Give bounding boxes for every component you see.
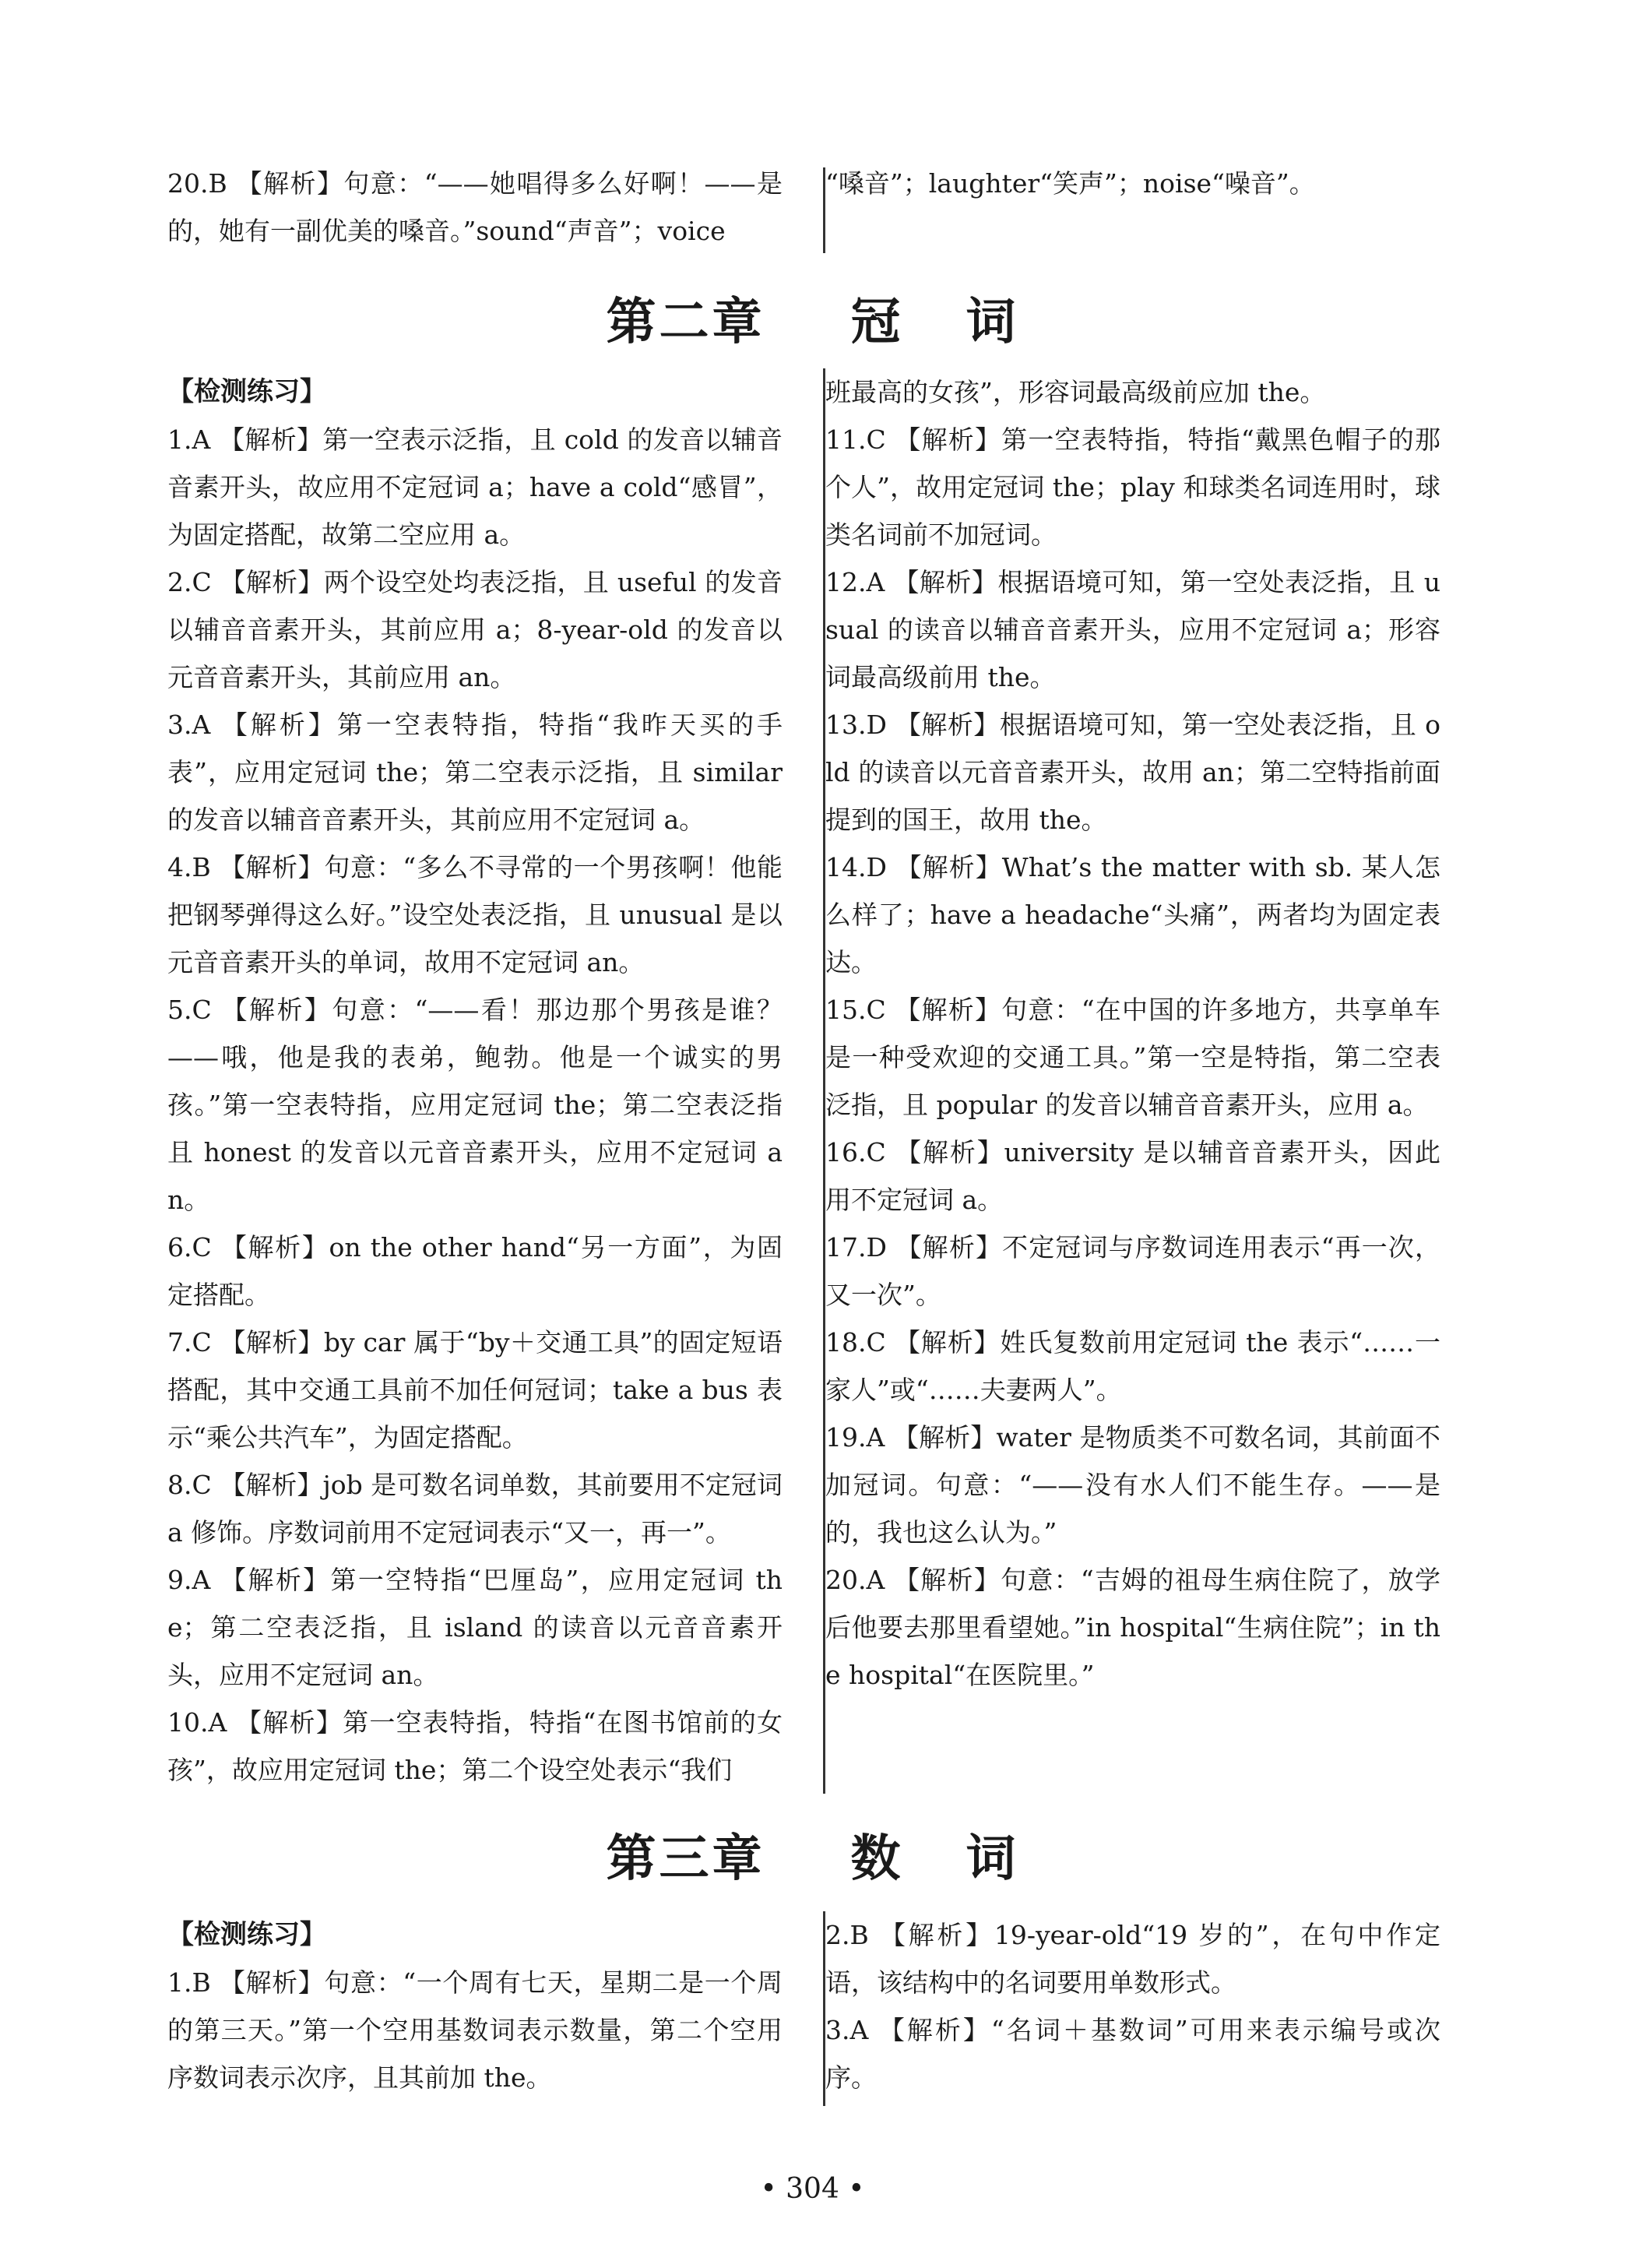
answer-item: 10.A 【解析】第一空表特指，特指“在图书馆前的女孩”，故应用定冠词 the；第二个设空处表示“我们 xyxy=(167,1707,783,1785)
answer-item: 15.C 【解析】句意：“在中国的许多地方，共享单车是一种受欢迎的交通工具。”第一空是特指，第二空表泛指，且 popular 的发音以辅音音素开头，应用 a。 xyxy=(825,995,1440,1120)
chapter-title-char: 词 xyxy=(966,1830,1019,1888)
chapter-3-body xyxy=(167,1911,1487,2114)
chapter-number: 第二章 xyxy=(606,293,765,351)
chapter-2-body xyxy=(167,368,1487,1801)
answer-item: 20.A 【解析】句意：“吉姆的祖母生病住院了，放学后他要去那里看望她。”in hospital“生病住院”；in the hospital“在医院里。” xyxy=(825,1565,1440,1690)
answer-item: “嗓音”；laughter“笑声”；noise“噪音”。 xyxy=(825,168,1315,199)
answer-item: 班最高的女孩”，形容词最高级前应加 the。 xyxy=(825,377,1326,407)
chapter-number: 第三章 xyxy=(606,1830,765,1888)
answer-item: 2.B 【解析】19-year-old“19 岁的”，在句中作定语，该结构中的名词要用单数形式。 xyxy=(825,1920,1440,1998)
answer-item: 19.A 【解析】water 是物质类不可数名词，其前面不加冠词。句意：“——没有水人们不能生存。——是的，我也这么认为。” xyxy=(825,1422,1440,1548)
chapter-heading xyxy=(0,1819,1625,1890)
answer-item: 3.A 【解析】“名词＋基数词”可用来表示编号或次序。 xyxy=(825,2015,1440,2093)
answer-item: 11.C 【解析】第一空表特指，特指“戴黑色帽子的那个人”，故用定冠词 the；play 和球类名词连用时，球类名词前不加冠词。 xyxy=(825,424,1440,550)
answer-item: 8.C 【解析】job 是可数名词单数，其前要用不定冠词 a 修饰。序数词前用不定冠词表示“又一，再一”。 xyxy=(167,1470,783,1548)
answer-item: 1.B 【解析】句意：“一个周有七天，星期二是一个周的第三天。”第一个空用基数词表示数量，第二个空用序数词表示次序，且其前加 the。 xyxy=(167,1967,783,2093)
answer-item: 7.C 【解析】by car 属于“by＋交通工具”的固定短语搭配，其中交通工具前不加任何冠词；take a bus 表示“乘公共汽车”，为固定搭配。 xyxy=(167,1327,783,1453)
answer-item: 17.D 【解析】不定冠词与序数词连用表示“再一次，又一次”。 xyxy=(825,1232,1440,1310)
answer-item: 1.A 【解析】第一空表示泛指，且 cold 的发音以辅音音素开头，故应用不定冠词 a；have a cold“感冒”，为固定搭配，故第二空应用 a。 xyxy=(167,424,783,550)
chapter-title-char: 词 xyxy=(966,293,1019,351)
chapter-2-right-column xyxy=(825,368,1440,1699)
section-subheading: 【检测练习】 xyxy=(167,376,326,407)
answer-item: 4.B 【解析】句意：“多么不寻常的一个男孩啊！他能把钢琴弹得这么好。”设空处表泛指，且 unusual 是以元音音素开头的单词，故用不定冠词 an。 xyxy=(167,852,783,977)
answer-item: 12.A 【解析】根据语境可知，第一空处表泛指，且 usual 的读音以辅音音素开头，应用不定冠词 a；形容词最高级前用 the。 xyxy=(825,567,1440,692)
chapter-3-right-column xyxy=(825,1911,1440,2101)
answer-item: 3.A 【解析】第一空表特指，特指“我昨天买的手表”，应用定冠词 the；第二空表示泛指，且 similar 的发音以辅音音素开头，其前应用不定冠词 a。 xyxy=(167,710,783,835)
answer-item: 2.C 【解析】两个设空处均表泛指，且 useful 的发音以辅音音素开头，其前应用 a；8-year-old 的发音以元音音素开头，其前应用 an。 xyxy=(167,567,783,692)
chapter-3-left-column xyxy=(167,1911,783,2101)
top-right-column xyxy=(825,160,1440,207)
answer-item: 14.D 【解析】What’s the matter with sb. 某人怎么样了；have a headache“头痛”，两者均为固定表达。 xyxy=(825,852,1440,977)
chapter-title-char: 冠 xyxy=(850,293,904,351)
answer-item: 6.C 【解析】on the other hand“另一方面”，为固定搭配。 xyxy=(167,1232,783,1310)
top-left-column xyxy=(167,160,783,255)
chapter-title-char: 数 xyxy=(850,1830,904,1888)
chapter-heading xyxy=(0,282,1625,354)
page-number: • 304 • xyxy=(760,2173,865,2205)
answer-item: 5.C 【解析】句意：“——看！那边那个男孩是谁？——哦，他是我的表弟，鲍勃。他是一个诚实的男孩。”第一空表特指，应用定冠词 the；第二空表泛指且 honest 的发音以元音音素开头，应用不定冠词 an。 xyxy=(167,995,783,1215)
section-subheading: 【检测练习】 xyxy=(167,1919,326,1950)
answer-item: 20.B 【解析】句意：“——她唱得多么好啊！——是的，她有一副优美的嗓音。”sound“声音”；voice xyxy=(167,168,783,246)
top-continuation xyxy=(167,160,1487,257)
answer-item: 16.C 【解析】university 是以辅音音素开头，因此用不定冠词 a。 xyxy=(825,1137,1440,1215)
answer-item: 9.A 【解析】第一空特指“巴厘岛”，应用定冠词 the；第二空表泛指，且 island 的读音以元音音素开头，应用不定冠词 an。 xyxy=(167,1565,783,1690)
answer-item: 13.D 【解析】根据语境可知，第一空处表泛指，且 old 的读音以元音音素开头，故用 an；第二空特指前面提到的国王，故用 the。 xyxy=(825,710,1440,835)
answer-item: 18.C 【解析】姓氏复数前用定冠词 the 表示“……一家人”或“……夫妻两人”。 xyxy=(825,1327,1440,1405)
chapter-2-left-column xyxy=(167,368,783,1794)
